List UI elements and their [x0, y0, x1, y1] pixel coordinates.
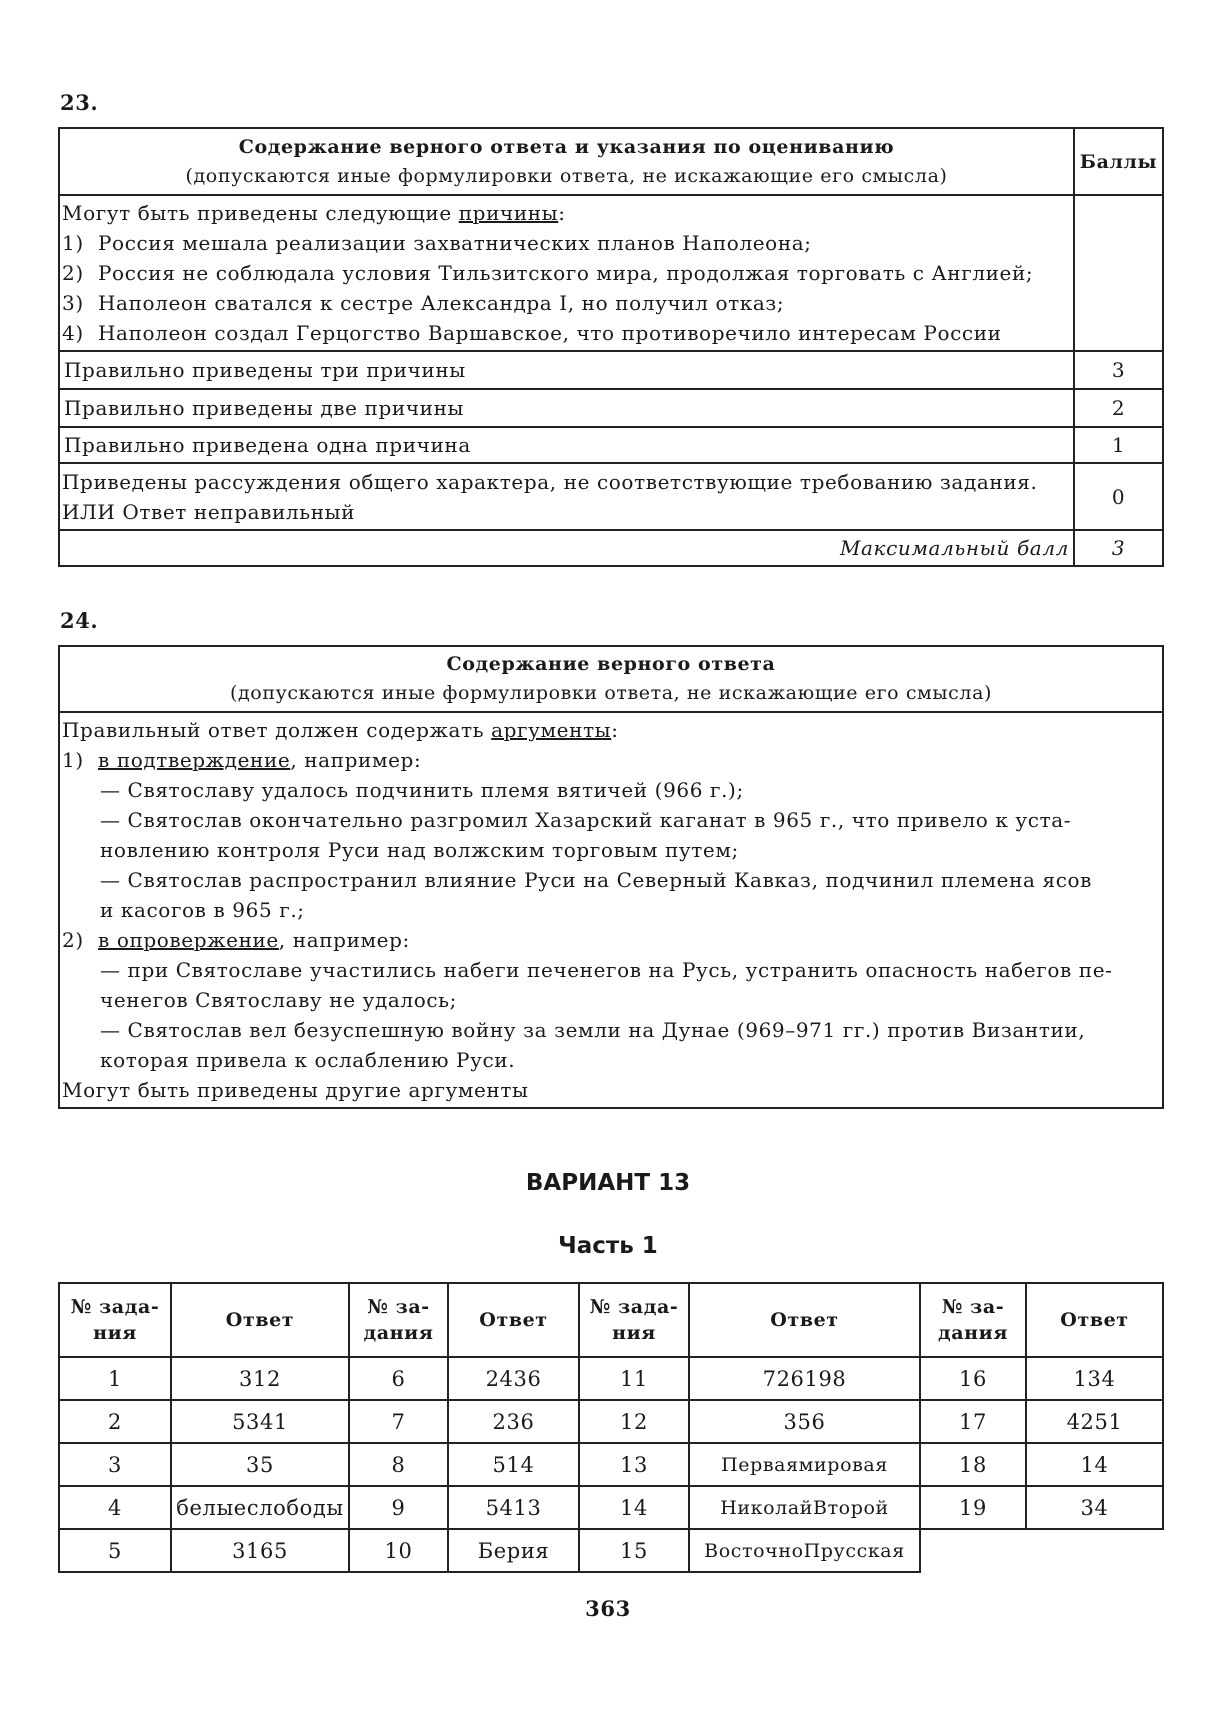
answer-header: Ответ: [171, 1283, 349, 1357]
answer-value: Перваямировая: [689, 1443, 920, 1486]
task-number-header: [59, 1283, 171, 1357]
item-text: Россия мешала реализации захватнических планов Наполеона;: [98, 231, 812, 255]
task-number: 11: [579, 1357, 689, 1400]
criterion-score: 2: [1074, 389, 1163, 427]
task-number: 19: [920, 1486, 1026, 1529]
header-subtitle: (допускаются иные формулировки ответа, не искажающие его смысла): [185, 164, 948, 187]
argument-line: — Святослав окончательно разгромил Хазарский каганат в 965 г., что привело к уста-: [100, 808, 1072, 832]
table-row: [59, 1443, 1163, 1486]
item-number: 2): [62, 261, 84, 285]
task-number: 15: [579, 1529, 689, 1572]
max-score-value: 3: [1074, 530, 1163, 566]
answers-body: [59, 1357, 1163, 1572]
intro-text: Правильный ответ должен содержать: [62, 718, 492, 742]
task-number: 16: [920, 1357, 1026, 1400]
header-subtitle: (допускаются иные формулировки ответа, не искажающие его смысла): [229, 682, 993, 704]
answer-value: 5341: [171, 1400, 349, 1443]
answer-value: белыеслободы: [171, 1486, 349, 1529]
group-label: в подтверждение: [98, 748, 291, 772]
header-part: № за-: [367, 1296, 430, 1318]
criterion-text: Правильно приведена одна причина: [59, 427, 1074, 463]
argument-line: — Святослав вел безуспешную войну за земли на Дунае (969–971 гг.) против Византии,: [100, 1018, 1086, 1042]
item-text: Наполеон сватался к сестре Александра I, но получил отказ;: [98, 291, 785, 315]
group-heading-confirm: [62, 745, 1160, 775]
answer-value: ВосточноПрусская: [689, 1529, 920, 1572]
table-row: [59, 1357, 1163, 1400]
answer-footer: Могут быть приведены другие аргументы: [62, 1078, 529, 1102]
task-number: 10: [349, 1529, 448, 1572]
item-number: 4): [62, 321, 84, 345]
points-header: Баллы: [1074, 128, 1163, 195]
page-number: 363: [585, 1596, 631, 1621]
reason-item: [62, 228, 1071, 258]
item-text: Наполеон создал Герцогство Варшавское, что противоречило интересам России: [98, 321, 1002, 345]
criterion-text: Правильно приведены две причины: [59, 389, 1074, 427]
task-number: 18: [920, 1443, 1026, 1486]
criterion-row: [59, 389, 1163, 427]
header-part: № зада-: [70, 1296, 160, 1318]
max-score-label: Максимальный балл: [59, 530, 1074, 566]
answer-value: Берия: [448, 1529, 579, 1572]
task-number: 1: [59, 1357, 171, 1400]
criterion-row: [59, 351, 1163, 389]
task-number: 8: [349, 1443, 448, 1486]
intro-underlined: причины: [458, 201, 559, 225]
header-part: № за-: [941, 1296, 1005, 1318]
answer-header: Ответ: [448, 1283, 579, 1357]
answer-value: 2436: [448, 1357, 579, 1400]
answer-intro: [62, 715, 1160, 745]
item-number: 1): [62, 231, 84, 255]
max-score-row: [59, 530, 1163, 566]
group-number: 1): [62, 748, 84, 772]
answer-row: [59, 712, 1163, 1108]
task-number-header: [579, 1283, 689, 1357]
answer-value: 236: [448, 1400, 579, 1443]
header-part: ния: [93, 1322, 137, 1344]
question-24-answer-table: [58, 645, 1164, 1109]
argument-line: и касогов в 965 г.;: [100, 898, 305, 922]
task-number: 5: [59, 1529, 171, 1572]
criterion-score: 0: [1074, 463, 1163, 530]
content-header: [59, 128, 1074, 195]
criterion-row-zero: [59, 463, 1163, 530]
argument-line: — Святославу удалось подчинить племя вятичей (966 г.);: [100, 778, 744, 802]
task-number: 14: [579, 1486, 689, 1529]
task-number: 4: [59, 1486, 171, 1529]
reasons-row: [59, 195, 1163, 351]
answer-value: 134: [1026, 1357, 1163, 1400]
answer-header: Ответ: [1026, 1283, 1163, 1357]
header-title: Содержание верного ответа и указания по оцениванию: [238, 135, 895, 158]
answers-header-row: [59, 1283, 1163, 1357]
item-text: Россия не соблюдала условия Тильзитского мира, продолжая торговать с Англией;: [98, 261, 1034, 285]
question-23-number: 23.: [60, 90, 99, 115]
table-row: [59, 1400, 1163, 1443]
header-part: дания: [937, 1322, 1008, 1344]
group-number: 2): [62, 928, 84, 952]
answer-value: 3165: [171, 1529, 349, 1572]
task-number: 2: [59, 1400, 171, 1443]
zero-line-2: ИЛИ Ответ неправильный: [62, 499, 356, 524]
answer-header: Ответ: [689, 1283, 920, 1357]
task-number: 9: [349, 1486, 448, 1529]
criterion-row: [59, 427, 1163, 463]
header-part: ния: [612, 1322, 656, 1344]
answer-value: 5413: [448, 1486, 579, 1529]
table-header-row: [59, 128, 1163, 195]
item-number: 3): [62, 291, 84, 315]
question-23-scoring-table: [58, 127, 1164, 567]
group-suffix: , например:: [278, 928, 410, 952]
argument-line: ченегов Святославу не удалось;: [100, 988, 457, 1012]
reason-item: [62, 258, 1071, 288]
answer-value: 14: [1026, 1443, 1163, 1486]
task-number: 12: [579, 1400, 689, 1443]
answer-value: НиколайВторой: [689, 1486, 920, 1529]
question-24-number: 24.: [60, 608, 99, 633]
criterion-score: 3: [1074, 351, 1163, 389]
header-part: № зада-: [589, 1296, 679, 1318]
answer-value: 356: [689, 1400, 920, 1443]
part-title: Часть 1: [558, 1233, 658, 1259]
variant-title: ВАРИАНТ 13: [525, 1170, 691, 1196]
group-suffix: , например:: [290, 748, 422, 772]
criterion-text: Правильно приведены три причины: [59, 351, 1074, 389]
header-title: Содержание верного ответа: [446, 653, 776, 675]
argument-line: которая привела к ослаблению Руси.: [100, 1048, 516, 1072]
intro-text: Могут быть приведены следующие: [62, 201, 459, 225]
answer-value: 514: [448, 1443, 579, 1486]
group-label: в опровержение: [98, 928, 279, 952]
criterion-score: 1: [1074, 427, 1163, 463]
reasons-cell: [59, 195, 1074, 351]
task-number-header: [920, 1283, 1026, 1357]
task-number: 17: [920, 1400, 1026, 1443]
answer-value: 34: [1026, 1486, 1163, 1529]
answer-value: 4251: [1026, 1400, 1163, 1443]
task-number: 3: [59, 1443, 171, 1486]
argument-line: — Святослав распространил влияние Руси на Северный Кавказ, подчинил племена ясов: [100, 868, 1093, 892]
task-number: 7: [349, 1400, 448, 1443]
answer-value: 312: [171, 1357, 349, 1400]
argument-line: новлению контроля Руси над волжским торговым путем;: [100, 838, 739, 862]
reasons-intro: [62, 198, 1071, 228]
empty-space: [920, 1529, 1163, 1572]
table-row: [59, 1486, 1163, 1529]
argument-line: — при Святославе участились набеги печенегов на Русь, устранить опасность набегов пе-: [100, 958, 1113, 982]
zero-line-1: Приведены рассуждения общего характера, не соответствующие требованию задания.: [62, 469, 1038, 494]
task-number: 13: [579, 1443, 689, 1486]
answer-value: 35: [171, 1443, 349, 1486]
intro-suffix: :: [558, 201, 566, 225]
task-number: 6: [349, 1357, 448, 1400]
answers-table: [58, 1282, 1164, 1573]
table-header-row: [59, 646, 1163, 712]
criterion-text: [59, 463, 1074, 530]
reason-item: [62, 318, 1071, 348]
reason-item: [62, 288, 1071, 318]
table-row: [59, 1529, 1163, 1572]
intro-underlined: аргументы: [491, 718, 612, 742]
answer-cell: [59, 712, 1163, 1108]
content-header: [59, 646, 1163, 712]
header-part: дания: [363, 1322, 434, 1344]
intro-suffix: :: [611, 718, 619, 742]
answer-value: 726198: [689, 1357, 920, 1400]
group-heading-refute: [62, 925, 1160, 955]
task-number-header: [349, 1283, 448, 1357]
empty-score-cell: [1074, 195, 1163, 351]
